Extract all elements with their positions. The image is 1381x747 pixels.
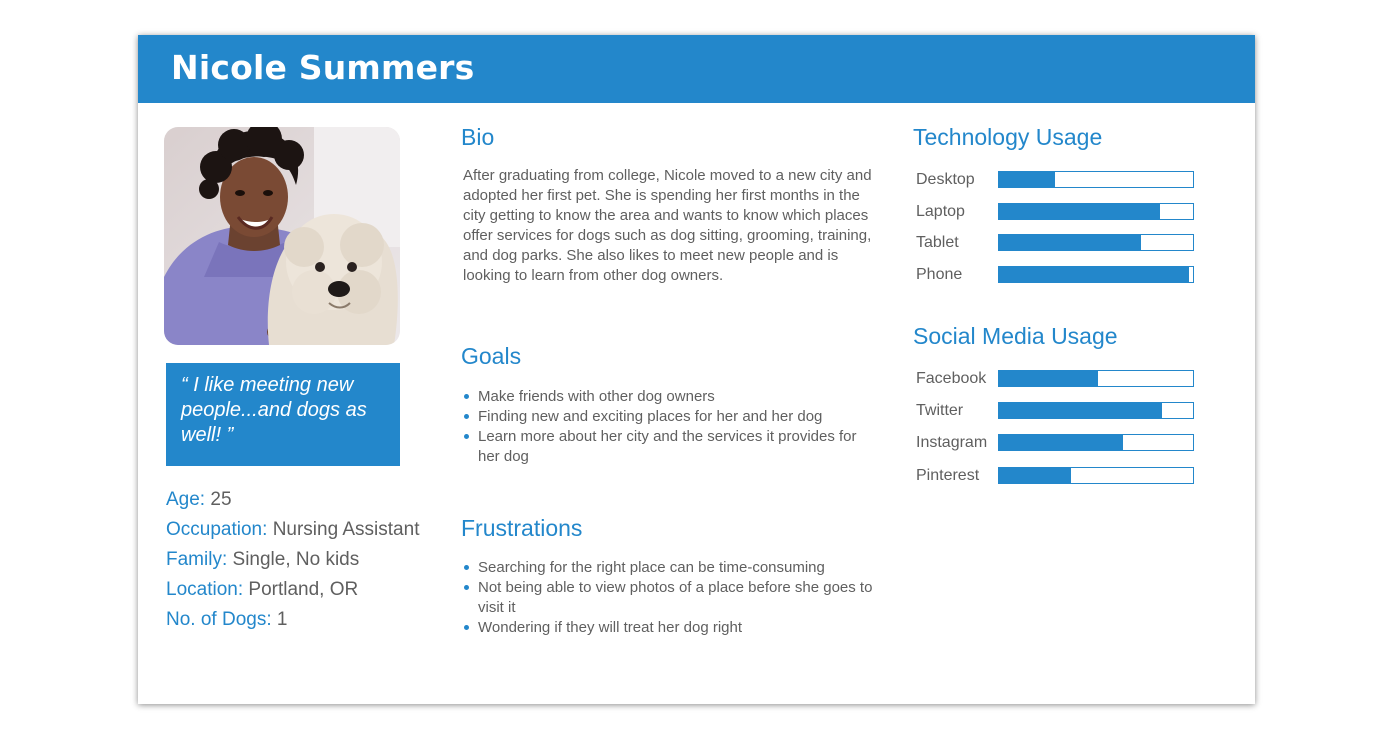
bullet-icon [464,414,469,419]
frustration-text: Wondering if they will treat her dog right [478,619,743,636]
usage-bar-track [998,434,1194,451]
bullet-icon [464,625,469,630]
fact-value: Single, No kids [232,549,360,570]
usage-bar-track [998,266,1194,283]
usage-row-pinterest [916,466,1216,486]
technology-usage-heading: Technology Usage [913,124,1103,150]
woman-with-dog-icon [164,127,400,345]
usage-label: Desktop [916,171,975,188]
bio-heading: Bio [461,124,495,150]
fact-value: 25 [210,489,232,510]
list-item [463,387,873,407]
usage-row-tablet [916,233,1216,253]
usage-label: Tablet [916,234,959,251]
fact-location [166,575,466,605]
fact-label: Age: [166,489,206,510]
usage-label: Pinterest [916,467,980,484]
persona-facts [166,485,466,635]
frustrations-heading: Frustrations [461,515,583,541]
usage-row-desktop [916,170,1216,190]
usage-bar-track [998,234,1194,251]
bullet-icon [464,585,469,590]
usage-row-instagram [916,433,1216,453]
usage-label: Phone [916,266,963,283]
fact-label: No. of Dogs: [166,609,272,630]
list-item [463,407,873,427]
usage-label: Facebook [916,370,987,387]
goal-text: Finding new and exciting places for her and her dog [478,408,823,425]
list-item [463,618,873,638]
usage-bar-fill [999,371,1098,386]
usage-row-laptop [916,202,1216,222]
usage-bar-track [998,203,1194,220]
usage-label: Laptop [916,203,965,220]
persona-header [138,35,1255,103]
fact-label: Location: [166,579,244,600]
fact-occupation [166,515,466,545]
usage-bar-track [998,402,1194,419]
usage-bar-fill [999,204,1160,219]
fact-value: 1 [276,609,288,630]
fact-label: Family: [166,549,228,570]
fact-label: Occupation: [166,519,268,540]
fact-number-of-dogs [166,605,466,635]
list-item [463,427,873,467]
usage-bar-fill [999,403,1162,418]
bullet-icon [464,394,469,399]
persona-quote [166,363,400,466]
quote-text: “ I like meeting new people...and dogs as well! ” [181,374,367,446]
persona-card [138,35,1255,704]
usage-bar-fill [999,468,1071,483]
goal-text: Learn more about her city and the services it provides for her dog [478,428,857,465]
bullet-icon [464,565,469,570]
goal-text: Make friends with other dog owners [478,388,715,405]
usage-row-twitter [916,401,1216,421]
list-item [463,578,873,618]
social-media-usage-heading: Social Media Usage [913,323,1118,349]
frustration-text: Not being able to view photos of a place before she goes to visit it [478,579,873,616]
usage-bar-track [998,467,1194,484]
bio-text: After graduating from college, Nicole moved to a new city and adopted her first pet. She is spending her first months in the city getting to know the area and wants to know which places offer services for dogs such as dog sitting, grooming, training, and dog parks. She also likes to meet new people and is looking to learn from other dog owners. [463,167,872,284]
usage-bar-fill [999,235,1141,250]
persona-name: Nicole Summers [171,48,475,87]
usage-label: Twitter [916,402,964,419]
frustration-text: Searching for the right place can be time-consuming [478,559,825,576]
usage-row-phone [916,265,1216,285]
usage-bar-fill [999,172,1055,187]
fact-value: Portland, OR [248,579,359,600]
persona-photo [164,127,400,345]
usage-row-facebook [916,369,1216,389]
fact-family [166,545,466,575]
fact-value: Nursing Assistant [272,519,420,540]
frustrations-list [463,558,873,638]
goals-list [463,387,873,467]
usage-bar-fill [999,435,1123,450]
usage-bar-track [998,171,1194,188]
fact-age [166,485,466,515]
bullet-icon [464,434,469,439]
usage-bar-fill [999,267,1189,282]
goals-heading: Goals [461,343,522,369]
usage-label: Instagram [916,434,988,451]
list-item [463,558,873,578]
usage-bar-track [998,370,1194,387]
